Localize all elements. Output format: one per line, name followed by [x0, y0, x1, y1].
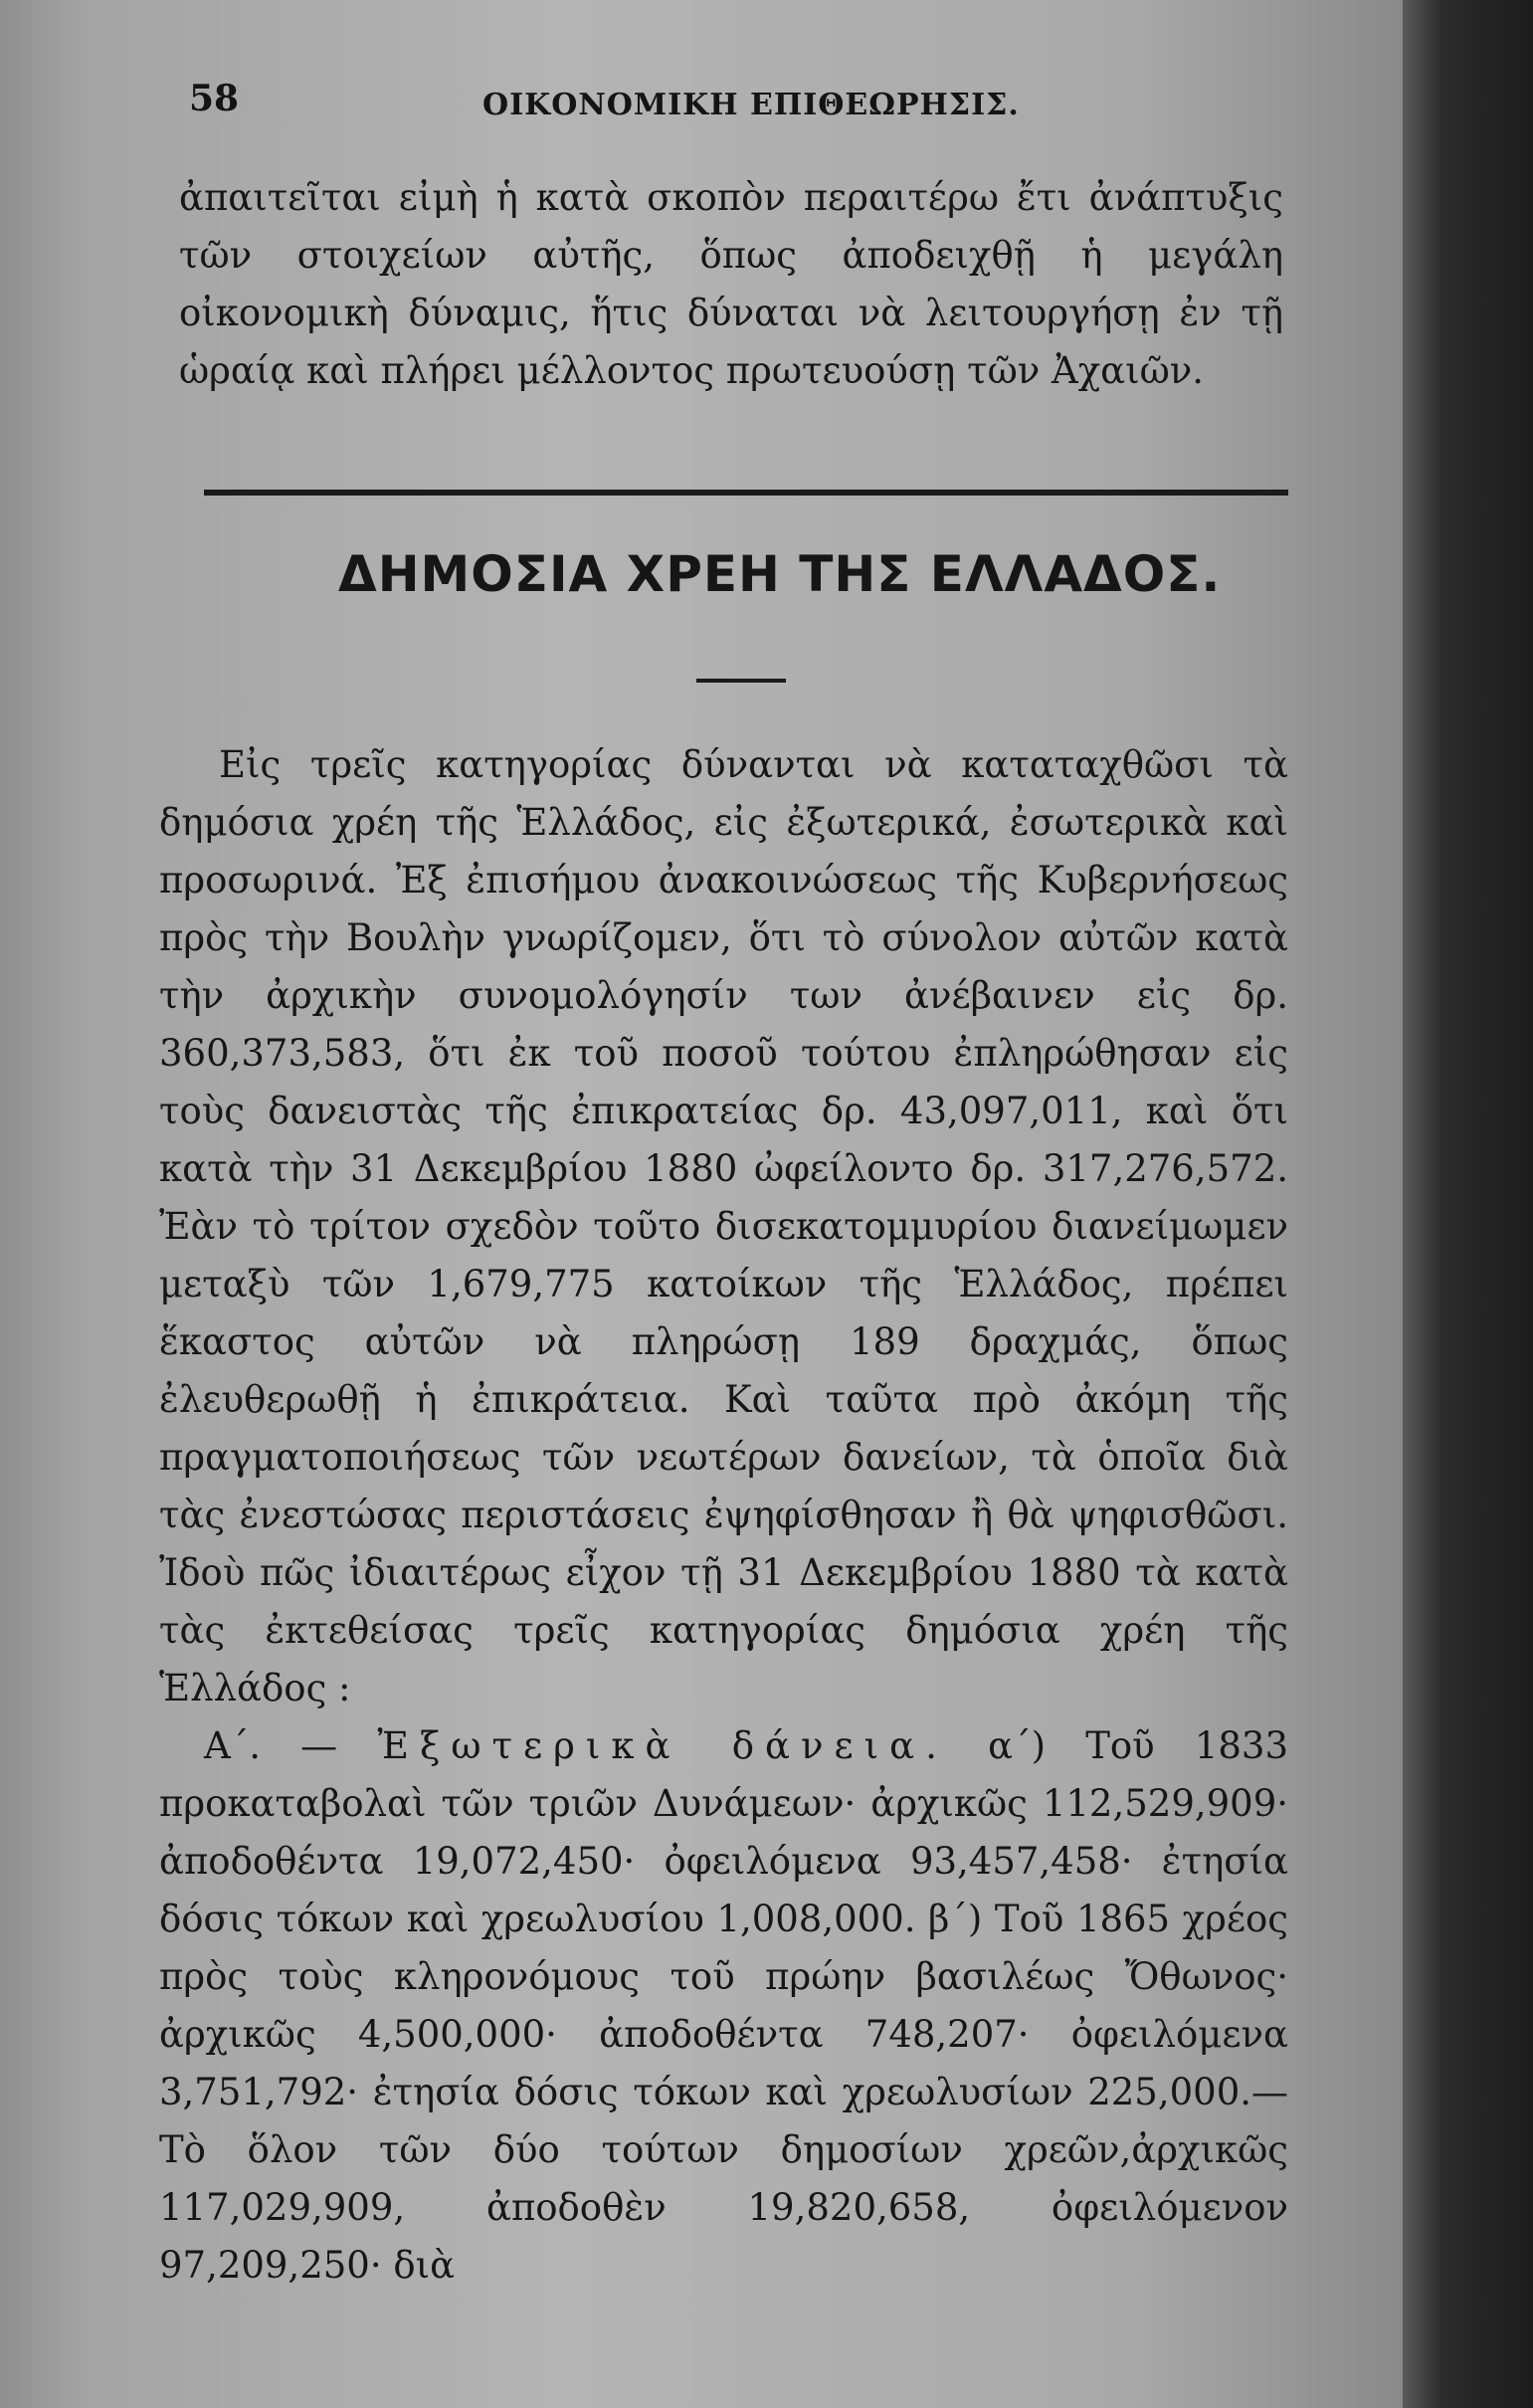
page-edge-shadow — [1403, 0, 1533, 2408]
intro-text: ἀπαιτεῖται εἰμὴ ἡ κατὰ σκοπὸν περαιτέρω ἔτι ἀνάπτυξις τῶν στοιχείων αὐτῆς, ὅπως ἀποδειχθῇ ἡ μεγάλη οἰκονομικὴ δύναμις, ἥτις δύναται νὰ λειτουργήσῃ ἐν τῇ ὡραίᾳ καὶ πλήρει μέλλοντος πρωτευούσῃ τῶν Ἀχαιῶν. — [179, 176, 1283, 392]
running-head: ΟΙΚΟΝΟΜΙΚΗ ΕΠΙΘΕΩΡΗΣΙΣ. — [482, 88, 1020, 122]
section-divider — [204, 490, 1288, 496]
external-loans-label: Α΄. — — [204, 1724, 338, 1767]
external-loans-paragraph — [159, 1717, 1288, 2295]
main-paragraph: Εἰς τρεῖς κατηγορίας δύνανται νὰ καταταχθῶσι τὰ δημόσια χρέη τῆς Ἑλλάδος, εἰς ἐξωτερικά, ἐσωτερικὰ καὶ προσωρινά. Ἐξ ἐπισήμου ἀνακοινώσεως τῆς Κυβερνήσεως πρὸς τὴν Βουλὴν γνωρίζομεν, ὅτι τὸ σύνολον αὐτῶν κατὰ τὴν ἀρχικὴν συνομολόγησίν των ἀνέβαινεν εἰς δρ. 360,373,583, ὅτι ἐκ τοῦ ποσοῦ τούτου ἐπληρώθησαν εἰς τοὺς δανειστὰς τῆς ἐπικρατείας δρ. 43,097,011, καὶ ὅτι κατὰ τὴν 31 Δεκεμβρίου 1880 ὠφείλοντο δρ. 317,276,572. Ἐὰν τὸ τρίτον σχεδὸν τοῦτο δισεκατομμυρίου διανείμωμεν μεταξὺ τῶν 1,679,775 κατοίκων τῆς Ἑλλάδος, πρέπει ἕκαστος αὐτῶν νὰ πληρώσῃ 189 δραχμάς, ὅπως ἐλευθερωθῇ ἡ ἐπικράτεια. Καὶ ταῦτα πρὸ ἀκόμη τῆς πραγματοποιήσεως τῶν νεωτέρων δανείων, τὰ ὁποῖα διὰ τὰς ἐνεστώσας περιστάσεις ἐψηφίσθησαν ἢ θὰ ψηφισθῶσι. Ἰδοὺ πῶς ἰδιαιτέρως εἶχον τῇ 31 Δεκεμβρίου 1880 τὰ κατὰ τὰς ἐκτεθείσας τρεῖς κατηγορίας δημόσια χρέη τῆς Ἑλλάδος : — [159, 743, 1288, 1709]
external-loans-heading: Ἐξωτερικὰ δάνεια. — [377, 1724, 948, 1767]
page-number: 58 — [189, 78, 240, 119]
page-header — [189, 78, 1293, 137]
intro-paragraph — [179, 169, 1283, 400]
section-title: ΔΗΜΟΣΙΑ ΧΡΕΗ ΤΗΣ ΕΛΛΑΔΟΣ. — [338, 545, 1222, 603]
external-loans-text: α΄) Τοῦ 1833 προκαταβολαὶ τῶν τριῶν Δυνάμεων· ἀρχικῶς 112,529,909· ἀποδοθέντα 19,072,450· ὀφειλόμενα 93,457,458· ἐτησία δόσις τόκων καὶ χρεωλυσίου 1,008,000. β΄) Τοῦ 1865 χρέος πρὸς τοὺς κληρονόμους τοῦ πρώην βασιλέως Ὄθωνος· ἀρχικῶς 4,500,000· ἀποδοθέντα 748,207· ὀφειλόμενα 3,751,792· ἐτησία δόσις τόκων καὶ χρεωλυσίων 225,000.— Τὸ ὅλον τῶν δύο τούτων δημοσίων χρεῶν,ἀρχικῶς 117,029,909, ἀποδοθὲν 19,820,658, ὀφειλόμενον 97,209,250· διὰ — [159, 1724, 1289, 2287]
title-underline — [696, 679, 786, 683]
main-text-block — [159, 736, 1288, 2295]
